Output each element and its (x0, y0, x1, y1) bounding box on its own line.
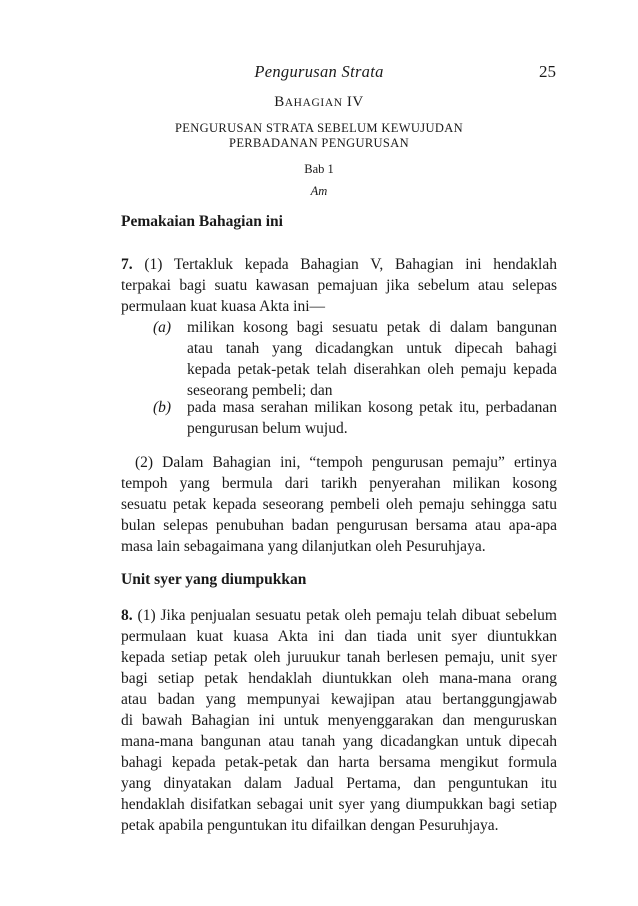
section-number: 7. (121, 256, 133, 273)
paragraph-line: petak apabila penguntukan itu difailkan dengan Pesuruhjaya. (121, 817, 499, 834)
paragraph-line: seseorang pembeli; dan (187, 382, 333, 399)
paragraph-line: (2) Dalam Bahagian ini, “tempoh pengurusan pemaju” ertinya (135, 454, 557, 471)
paragraph-line: permulaan kuat kuasa Akta ini dan tiada unit syer diuntukkan (121, 628, 557, 645)
section-8-heading: Unit syer yang diumpukkan (121, 571, 307, 588)
paragraph-line: sesuatu petak kepada seseorang pembeli oleh pemaju sehingga satu (121, 496, 557, 513)
part-heading-line: PENGURUSAN STRATA SEBELUM KEWUJUDAN (174, 121, 463, 135)
paragraph-line: kepada setiap petak oleh juruukur tanah berlesen pemaju, unit syer (121, 649, 557, 666)
chapter-title: Bab 1 (304, 162, 334, 176)
section-number: 8. (121, 607, 133, 624)
part-title (0, 94, 638, 111)
paragraph-line: 7. (1) Tertakluk kepada Bahagian V, Bahagian ini hendaklah (121, 256, 557, 273)
part-heading (0, 121, 638, 151)
running-title: Pengurusan Strata (254, 62, 384, 81)
part-heading-line: PERBADANAN PENGURUSAN (229, 136, 409, 150)
paragraph-line: terpakai bagi suatu kawasan pemajuan jika sebelum atau selepas (121, 277, 557, 294)
paragraph-line: milikan kosong bagi sesuatu petak di dalam bangunan (187, 319, 557, 336)
list-item-text (187, 397, 557, 439)
part-title-numeral: IV (346, 94, 364, 110)
paragraph-line: atau tanah yang dicadangkan untuk dipecah bahagi (187, 340, 557, 357)
paragraph-line: permulaan kuat kuasa Akta ini— (121, 298, 326, 315)
paragraph-line: tempoh yang bermula dari tarikh penyerahan milikan kosong (121, 475, 557, 492)
paragraph-line: pada masa serahan milikan kosong petak itu, perbadanan (187, 399, 557, 416)
paragraph-line: hendaklah disifatkan sebagai unit syer yang diumpukkan bagi setiap (121, 796, 557, 813)
paragraph-line: mana-mana bangunan atau tanah yang dicadangkan untuk dipecah (121, 733, 557, 750)
paragraph-line: bagi setiap petak hendaklah diuntukkan oleh mana-mana orang (121, 670, 557, 687)
page-number: 25 (539, 62, 556, 81)
paragraph-line: atau badan yang mempunyai kewajipan atau bertanggungjawab (121, 691, 557, 708)
paragraph-line: bahagi kepada petak-petak dan harta bersama mengikut formula (121, 754, 557, 771)
paragraph-line: masa lain sebagaimana yang dilanjutkan oleh Pesuruhjaya. (121, 538, 486, 555)
chapter-subtitle: Am (310, 184, 328, 198)
paragraph-line: yang dinyatakan dalam Jadual Pertama, dan penguntukan itu (121, 775, 557, 792)
paragraph-line: kepada petak-petak telah diserahkan oleh pemaju kepada (187, 361, 557, 378)
paragraph-line: pengurusan belum wujud. (187, 420, 348, 437)
section-7-heading: Pemakaian Bahagian ini (121, 213, 283, 230)
paragraph-line: bulan selepas penubuhan badan pengurusan bersama atau apa-apa (121, 517, 557, 534)
paragraph-line: di bawah Bahagian ini untuk menyenggarakan dan menguruskan (121, 712, 557, 729)
section-7-paragraph-2 (121, 452, 557, 557)
paragraph-line: 8. (1) Jika penjualan sesuatu petak oleh pemaju telah dibuat sebelum (121, 607, 557, 624)
running-header (0, 62, 638, 84)
part-title-initial: B (274, 94, 285, 110)
list-item-label: (a) (153, 319, 172, 336)
section-8-paragraph-1 (121, 605, 557, 836)
section-7-paragraph-1 (121, 254, 557, 317)
list-item-label: (b) (153, 399, 172, 416)
list-item-text (187, 317, 557, 401)
part-title-rest: AHAGIAN (284, 97, 343, 109)
